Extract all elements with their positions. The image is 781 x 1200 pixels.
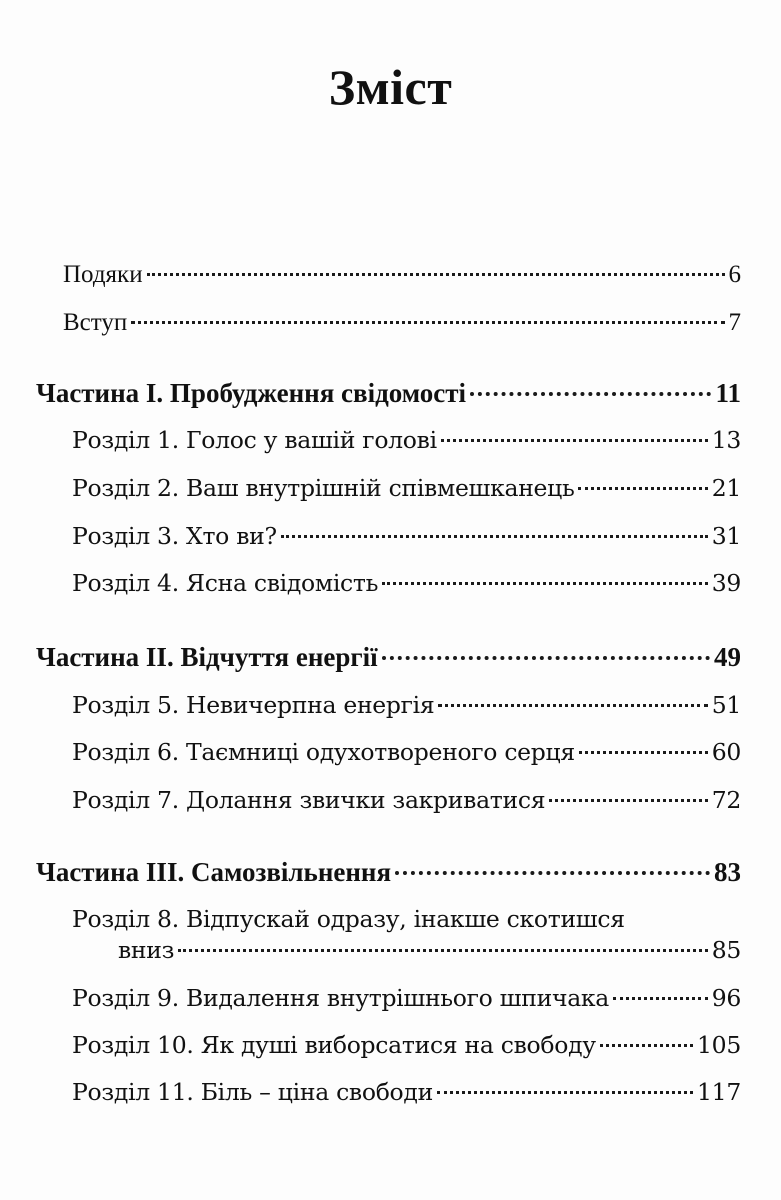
dot-leader [437, 1091, 693, 1094]
toc-chapter-label: Розділ 9. Видалення внутрішнього шпичака [72, 984, 610, 1012]
toc-page-number: 7 [728, 309, 741, 336]
toc-part-2[interactable] [36, 640, 741, 674]
toc-entry-acknowledgements[interactable] [63, 258, 741, 292]
dot-leader [549, 799, 707, 802]
toc-chapter-label: Розділ 11. Біль – ціна свободи [72, 1078, 433, 1106]
toc-page-number: 117 [697, 1078, 741, 1106]
toc-part-3[interactable] [36, 855, 741, 889]
toc-part-label: Частина III. Самозвільнення [36, 857, 392, 887]
toc-chapter-label: вниз [118, 936, 175, 964]
dot-leader [382, 656, 710, 660]
toc-chapter-label: Розділ 7. Долання звички закриватися [72, 786, 546, 814]
toc-page-number: 60 [711, 738, 741, 766]
toc-chapter-8[interactable] [118, 933, 741, 967]
toc-page-number: 83 [714, 857, 741, 887]
toc-chapter-label: Розділ 10. Як душі виборсатися на свободу [72, 1031, 596, 1059]
toc-page-number: 96 [711, 984, 741, 1012]
dot-leader [438, 704, 707, 707]
toc-page-number: 39 [711, 569, 741, 597]
toc-chapter-5[interactable] [72, 688, 741, 722]
toc-page-number: 72 [711, 786, 741, 814]
dot-leader [395, 871, 710, 875]
toc-entry-label: Подяки [63, 261, 143, 288]
toc-page-number: 105 [697, 1031, 741, 1059]
toc-page-number: 21 [711, 474, 741, 502]
toc-chapter-10[interactable] [72, 1028, 741, 1062]
toc-entry-introduction[interactable] [63, 306, 741, 340]
dot-leader [441, 439, 708, 442]
dot-leader [600, 1044, 693, 1047]
toc-part-label: Частина І. Пробудження свідомості [36, 378, 467, 408]
toc-chapter-6[interactable] [72, 735, 741, 769]
toc-page-number: 11 [715, 378, 741, 408]
toc-chapter-3[interactable] [72, 519, 741, 553]
dot-leader [131, 321, 724, 324]
dot-leader [281, 535, 708, 538]
toc-chapter-label: Розділ 5. Невичерпна енергія [72, 691, 435, 719]
toc-chapter-11[interactable] [72, 1075, 741, 1109]
dot-leader [178, 949, 708, 952]
dot-leader [578, 487, 707, 490]
toc-part-1[interactable] [36, 376, 741, 410]
toc-page-number: 6 [728, 261, 741, 288]
dot-leader [147, 273, 725, 276]
toc-chapter-label: Розділ 2. Ваш внутрішній співмешканець [72, 474, 575, 502]
toc-page-number: 49 [714, 642, 741, 672]
toc-part-label: Частина II. Відчуття енергії [36, 642, 378, 672]
dot-leader [382, 582, 708, 585]
toc-chapter-label: Розділ 3. Хто ви? [72, 522, 277, 550]
toc-chapter-2[interactable] [72, 471, 741, 505]
toc-page-number: 51 [711, 691, 741, 719]
toc-chapter-4[interactable] [72, 566, 741, 600]
toc-chapter-label: Розділ 4. Ясна свідомість [72, 569, 379, 597]
toc-chapter-7[interactable] [72, 783, 741, 817]
toc-chapter-label: Розділ 6. Таємниці одухотвореного серця [72, 738, 575, 766]
dot-leader [470, 392, 711, 396]
toc-page-number: 85 [711, 936, 741, 964]
toc-chapter-8-line1[interactable]: Розділ 8. Відпускай одразу, інакше скотишся [72, 905, 625, 933]
dot-leader [579, 751, 708, 754]
toc-entry-label: Вступ [63, 309, 128, 336]
toc-chapter-label: Розділ 1. Голос у вашій голові [72, 426, 437, 454]
toc-page-number: 31 [711, 522, 741, 550]
toc-chapter-1[interactable] [72, 423, 741, 457]
page-title: Зміст [328, 59, 453, 115]
dot-leader [613, 997, 708, 1000]
toc-chapter-9[interactable] [72, 981, 741, 1015]
toc-page-number: 13 [711, 426, 741, 454]
